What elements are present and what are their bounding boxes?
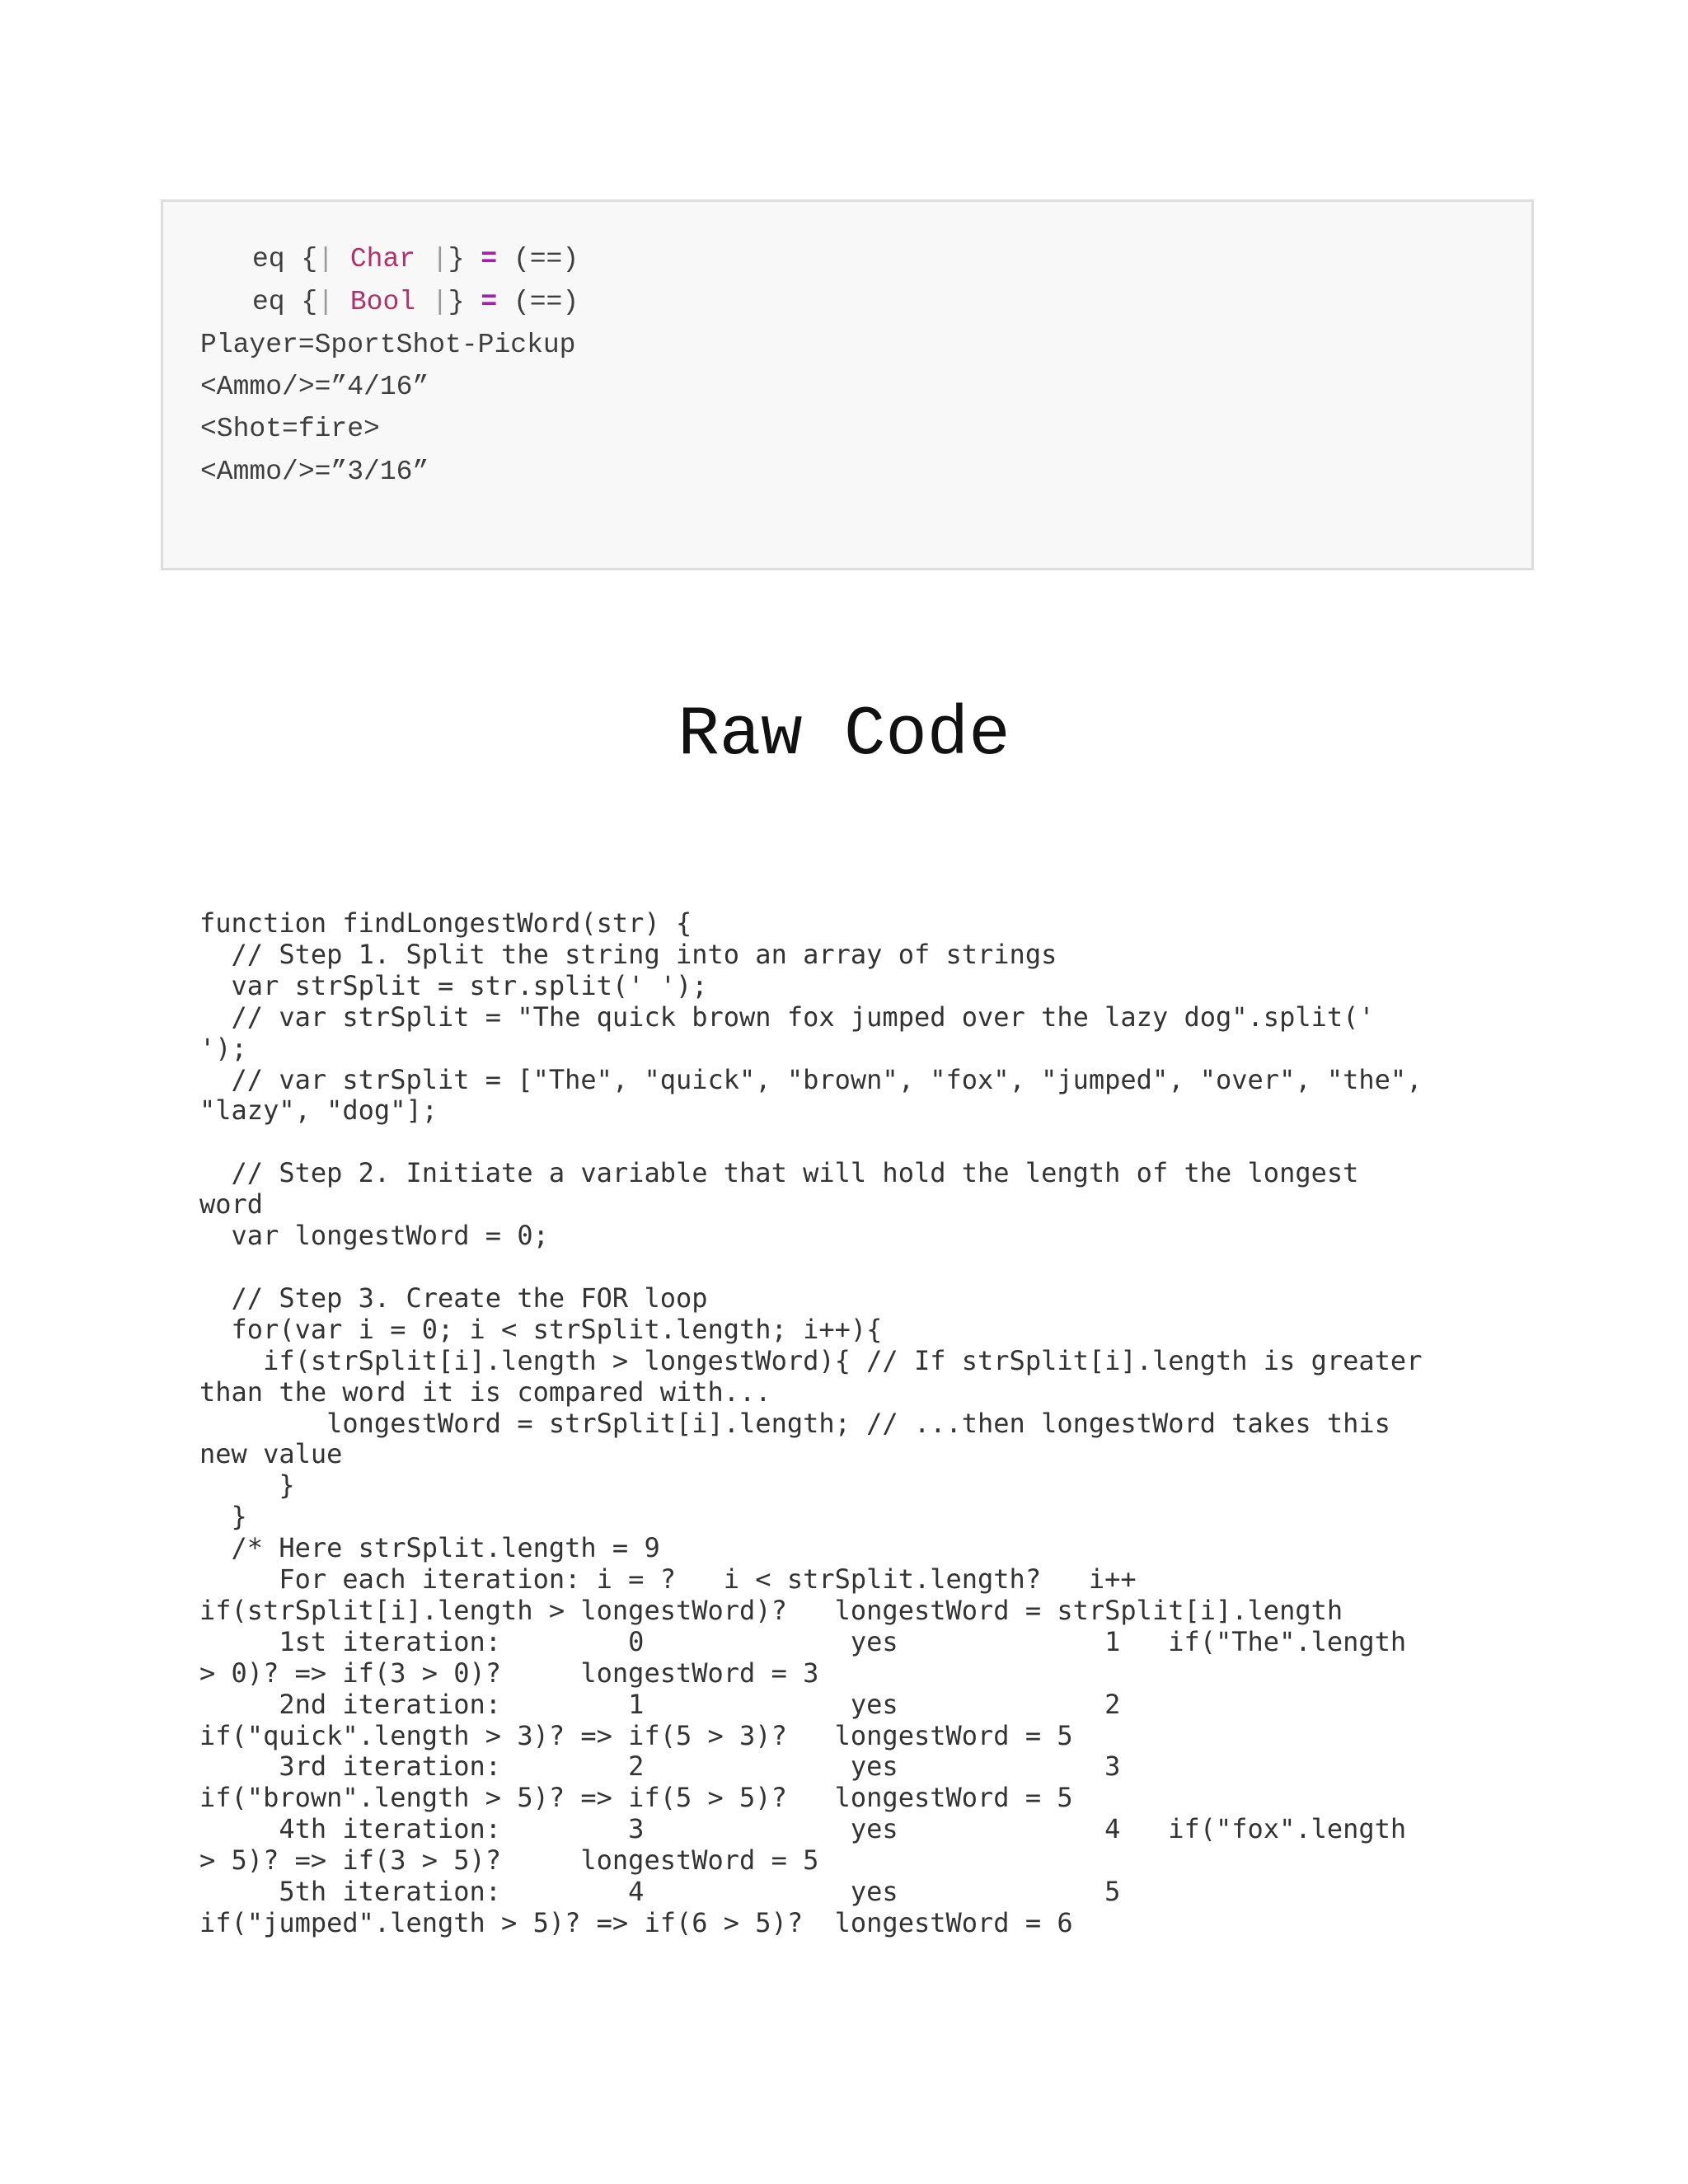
code-token-pipe: | bbox=[431, 244, 448, 274]
code-line-player: Player=SportShot-Pickup bbox=[200, 330, 576, 360]
code-token-pipe: | bbox=[317, 244, 335, 274]
code-token-type: Bool bbox=[349, 287, 416, 317]
code-snippet-box bbox=[161, 199, 1534, 570]
code-token: (==) bbox=[513, 287, 579, 317]
code-token: (==) bbox=[513, 244, 579, 274]
code-token: } bbox=[448, 244, 465, 274]
code-token-pipe: | bbox=[431, 287, 448, 317]
code-token: eq { bbox=[252, 287, 318, 317]
page-heading: Raw Code bbox=[678, 696, 1010, 775]
code-line-shot: <Shot=fire> bbox=[200, 414, 380, 444]
code-token-pipe: | bbox=[317, 287, 335, 317]
code-token: } bbox=[448, 287, 465, 317]
code-token-operator: = bbox=[481, 244, 498, 274]
code-line-ammo-before: <Ammo/>=”4/16” bbox=[200, 372, 429, 402]
code-line-eq-bool bbox=[252, 286, 579, 319]
code-line-eq-char bbox=[252, 243, 579, 276]
code-token-operator: = bbox=[481, 287, 498, 317]
raw-code-block: function findLongestWord(str) { // Step 1. Split the string into an array of strings var strSplit = str.split(' '); // var strSplit = "The quick brown fox jumped over the lazy dog".split(' '); // var strSplit = ["The", "quick", "brown", "fox", "jumped", "over", "the", "lazy", "dog"]; // Step 2. Initiate a variable that will hold the length of the longest word var longestWord = 0; // Step 3. Create the FOR loop for(var i = 0; i < strSplit.length; i++){ if(strSplit[i].length > longestWord){ // If strSplit[i].length is greater than the word it is compared with... longestWord = strSplit[i].length; // ...then longestWord takes this new value } } /* Here strSplit.length = 9 For each iteration: i = ? i < strSplit.length? i++ if(strSplit[i].length > longestWord)? longestWord = strSplit[i].length 1st iteration: 0 yes 1 if("The".length > 0)? => if(3 > 0)? longestWord = 3 2nd iteration: 1 yes 2 if("quick".length > 3)? => if(5 > 3)? longestWord = 5 3rd iteration: 2 yes 3 if("brown".length > 5)? => if(5 > 5)? longestWord = 5 4th iteration: 3 yes 4 if("fox".length > 5)? => if(3 > 5)? longestWord = 5 5th iteration: 4 yes 5 if("jumped".length > 5)? => if(6 > 5)? longestWord = 6 bbox=[199, 907, 1423, 1938]
code-token: eq { bbox=[252, 244, 318, 274]
code-line-ammo-after: <Ammo/>=”3/16” bbox=[200, 457, 429, 487]
code-token-type: Char bbox=[349, 244, 416, 274]
